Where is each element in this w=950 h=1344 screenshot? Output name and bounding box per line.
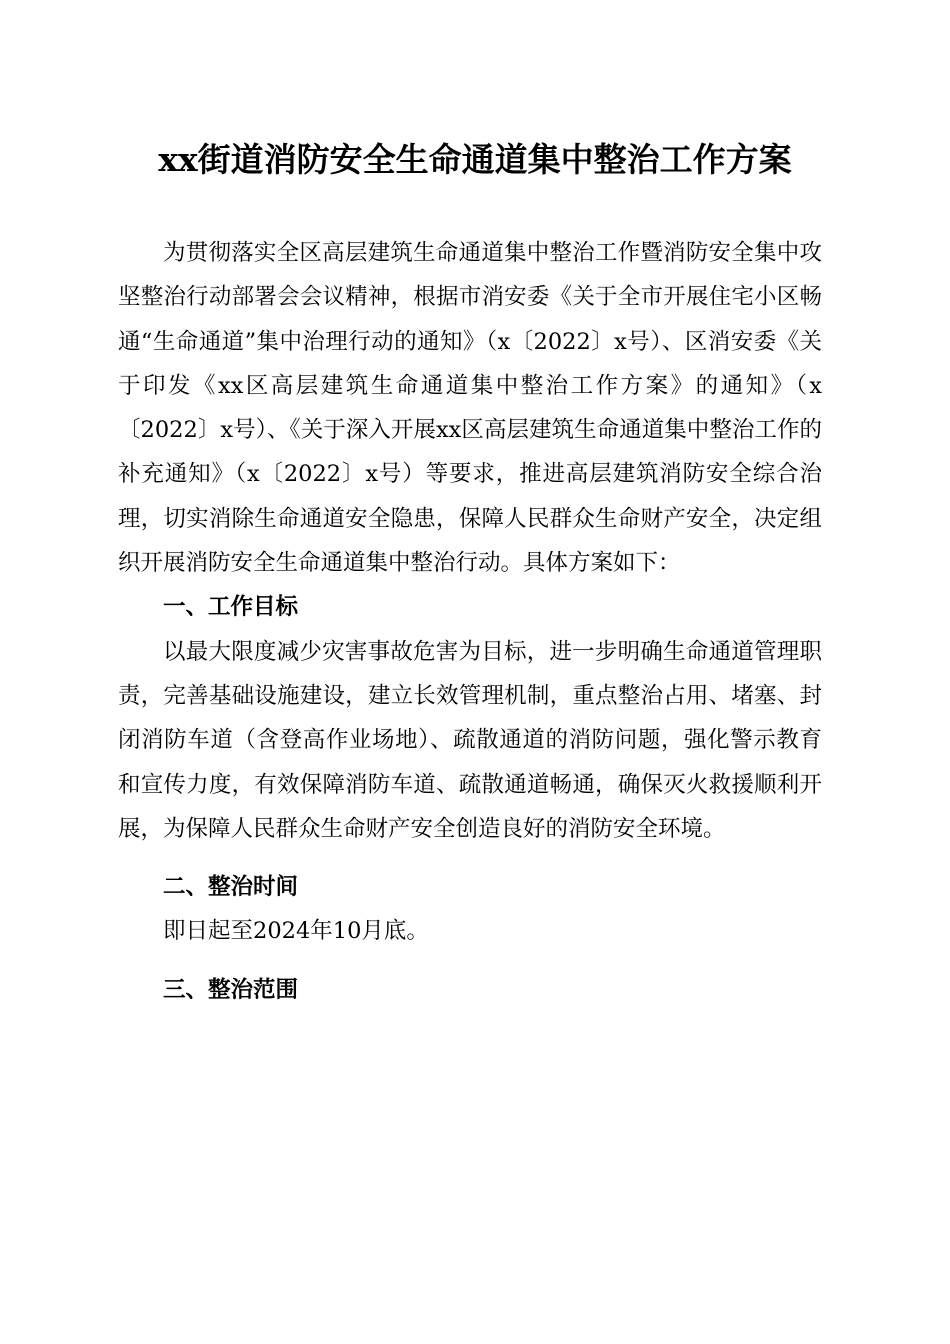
section-heading-time: 二、整治时间	[163, 874, 299, 901]
section-heading-scope: 三、整治范围	[163, 976, 299, 1003]
section-text-goals: 以最大限度减少灾害事故危害为目标，进一步明确生命通道管理职责，完善基础设施建设，建立长效管理机制，重点整治占用、堵塞、封闭消防车道（含登高作业场地）、疏散通道的消防问题，强化警示教育和宣传力度，有效保障消防车道、疏散通道畅通，确保灭火救援顺利开展，为保障人民群众生命财产安全创造良好的消防安全环境。	[118, 638, 822, 842]
intro-paragraph: 为贯彻落实全区高层建筑生命通道集中整治工作暨消防安全集中攻坚整治行动部署会会议精神，根据市消安委《关于全市开展住宅小区畅通“生命通道”集中治理行动的通知》（x〔2022〕x号）、区消安委《关于印发《xx区高层建筑生命通道集中整治工作方案》的通知》（x〔2022〕x号）、《关于深入开展xx区高层建筑生命通道集中整治工作的补充通知》（x〔2022〕x号）等要求，推进高层建筑消防安全综合治理，切实消除生命通道安全隐患，保障人民群众生命财产安全，决定组织开展消防安全生命通道集中整治行动。具体方案如下：	[118, 240, 822, 577]
section-heading-goals: 一、工作目标	[163, 594, 299, 621]
paragraph-gap	[118, 954, 822, 968]
section-text-time: 即日起至2024年10月底。	[163, 918, 429, 945]
document-title: xx街道消防安全生命通道集中整治工作方案	[158, 140, 792, 179]
paragraph-gap	[118, 851, 822, 865]
document-body	[118, 231, 822, 1012]
